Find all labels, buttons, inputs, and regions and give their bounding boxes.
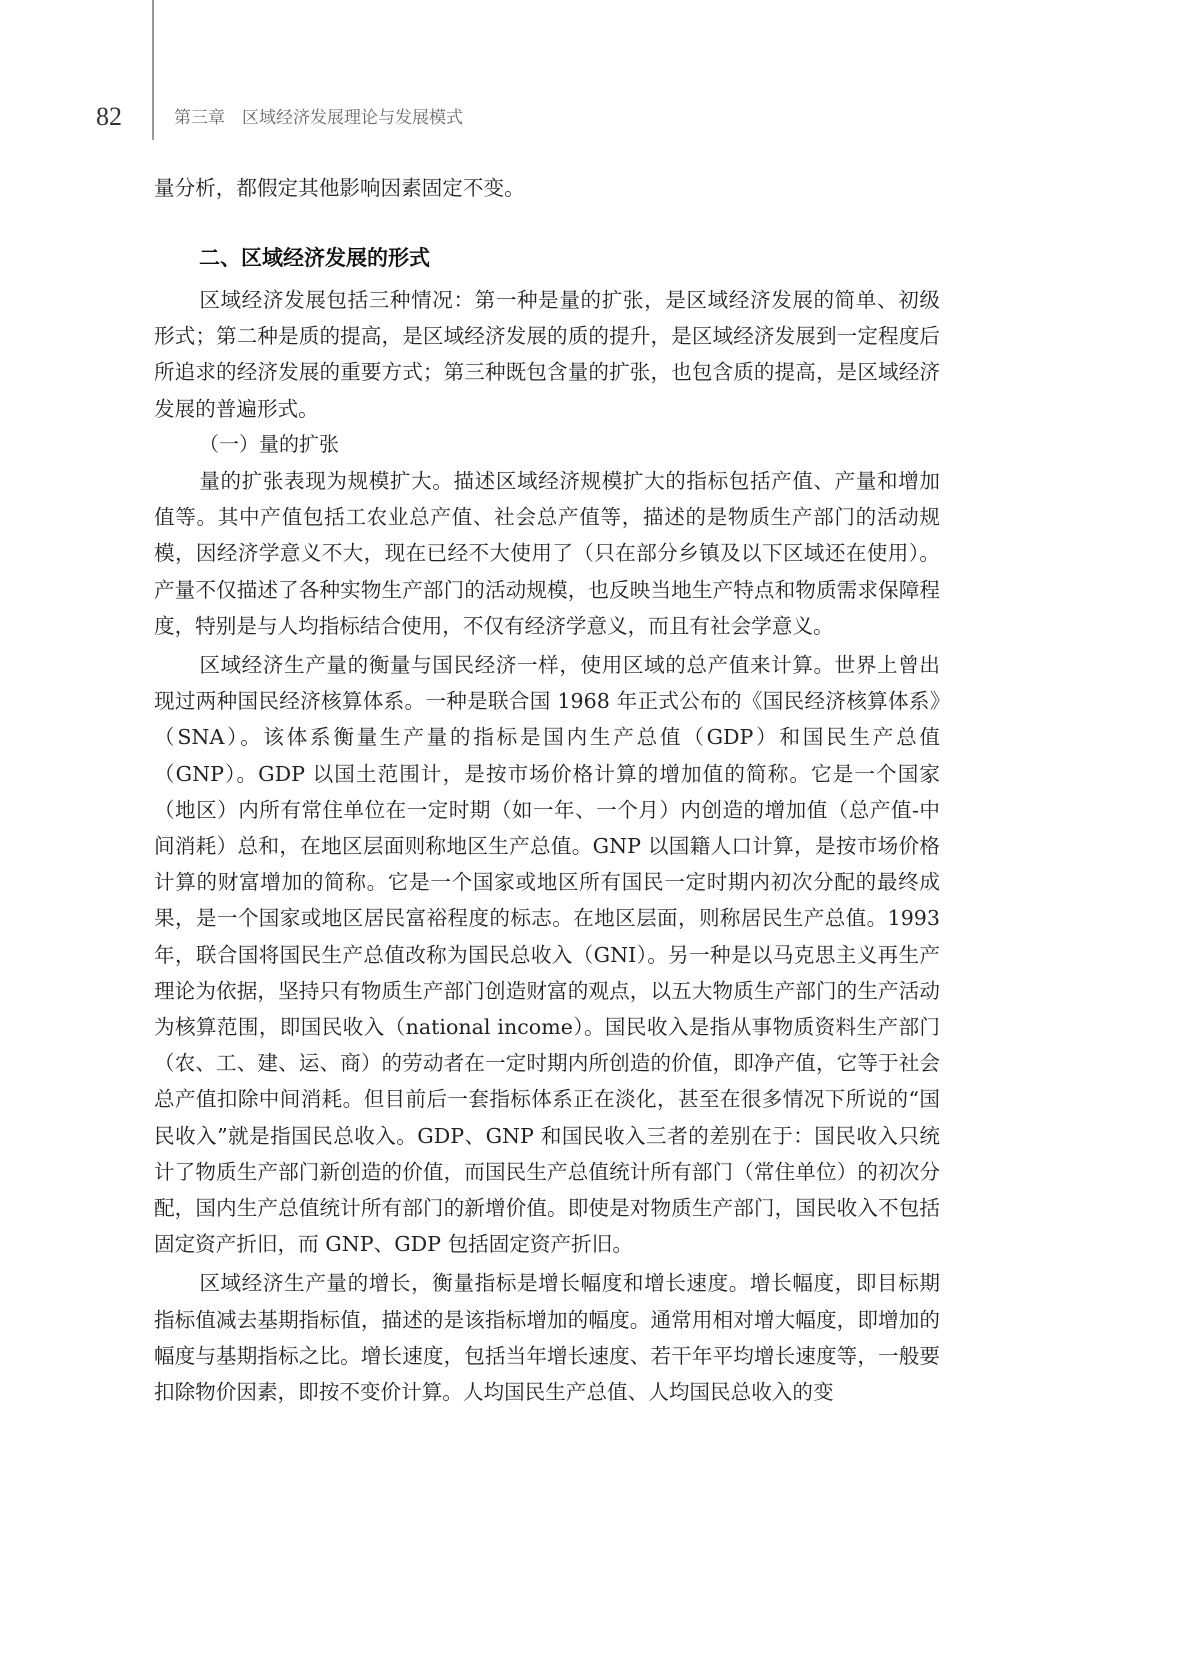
paragraph-scale-indicators: 量的扩张表现为规模扩大。描述区域经济规模扩大的指标包括产值、产量和增加值等。其中产值包括工农业总产值、社会总产值等，描述的是物质生产部门的活动规模，因经济学意义不大，现在已经不大使用了（只在部分乡镇及以下区域还在使用）。产量不仅描述了各种实物生产部门的活动规模，也反映当地生产特点和物质需求保障程度，特别是与人均指标结合使用，不仅有经济学意义，而且有社会学意义。 [154,469,940,638]
page-number: 82 [96,102,122,131]
running-head-title: 第三章 区域经济发展理论与发展模式 [174,108,463,128]
paragraph-accounting-systems: 区域经济生产量的衡量与国民经济一样，使用区域的总产值来计算。世界上曾出现过两种国民经济核算体系。一种是联合国 1968 年正式公布的《国民经济核算体系》（SNA）。该体系衡量生产量的指标是国内生产总值（GDP）和国民生产总值（GNP）。GDP 以国土范围计，是按市场价格计算的增加值的简称。它是一个国家（地区）内所有常住单位在一定时期（如一年、一个月）内创造的增加值（总产值-中间消耗）总和，在地区层面则称地区生产总值。GNP 以国籍人口计算，是按市场价格计算的财富增加的简称。它是一个国家或地区所有国民一定时期内初次分配的最终成果，是一个国家或地区居民富裕程度的标志。在地区层面，则称居民生产总值。1993 年，联合国将国民生产总值改称为国民总收入（GNI）。另一种是以马克思主义再生产理论为依据，坚持只有物质生产部门创造财富的观点，以五大物质生产部门的生产活动为核算范围，即国民收入（national income）。国民收入是指从事物质资料生产部门（农、工、建、运、商）的劳动者在一定时期内所创造的价值，即净产值，它等于社会总产值扣除中间消耗。但目前后一套指标体系正在淡化，甚至在很多情况下所说的“国民收入”就是指国民总收入。GDP、GNP 和国民收入三者的差别在于：国民收入只统计了物质生产部门新创造的价值，而国民生产总值统计所有部门（常住单位）的初次分配，国内生产总值统计所有部门的新增价值。即使是对物质生产部门，国民收入不包括固定资产折旧，而 GNP、GDP 包括固定资产折旧。 [154,653,940,1257]
header-divider [152,0,154,140]
subsection-body [154,463,940,1410]
section-heading: 二、区域经济发展的形式 [199,246,430,270]
paragraph-text: 量分析，都假定其他影响因素固定不变。 [154,176,525,200]
subsection-heading: （一）量的扩张 [199,432,339,456]
forms-paragraph [154,282,940,427]
paragraph-text: 区域经济发展包括三种情况：第一种是量的扩张，是区域经济发展的简单、初级形式；第二种是质的提高，是区域经济发展的质的提升，是区域经济发展到一定程度后所追求的经济发展的重要方式；第三种既包含量的扩张，也包含质的提高，是区域经济发展的普遍形式。 [154,288,940,421]
paragraph-growth-measures: 区域经济生产量的增长，衡量指标是增长幅度和增长速度。增长幅度，即目标期指标值减去基期指标值，描述的是该指标增加的幅度。通常用相对增大幅度，即增加的幅度与基期指标之比。增长速度，包括当年增长速度、若干年平均增长速度等，一般要扣除物价因素，即按不变价计算。人均国民生产总值、人均国民总收入的变 [154,1271,940,1405]
continuation-paragraph [154,170,940,206]
